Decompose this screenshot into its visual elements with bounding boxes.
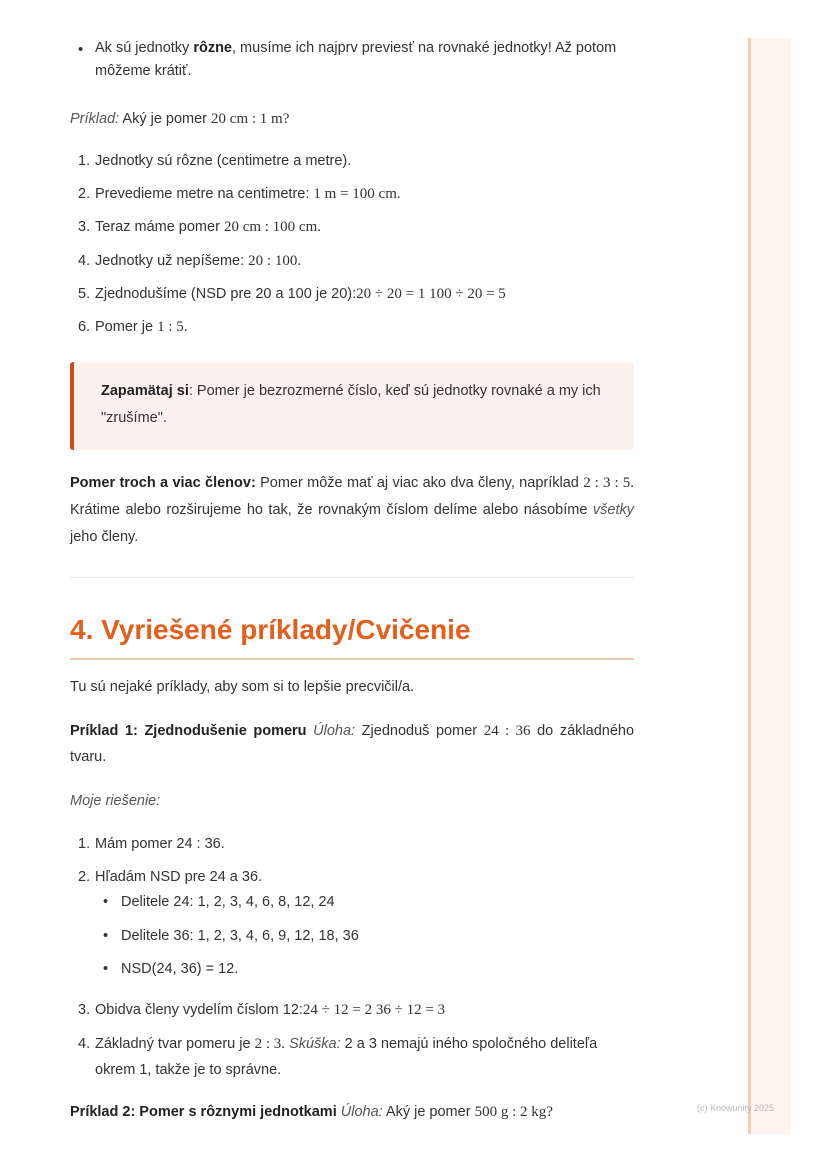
list-item (78, 148, 634, 174)
text: Aký je pomer (382, 1104, 475, 1120)
text: Jednotky už nepíšeme: (95, 253, 249, 269)
remember-callout (70, 362, 634, 450)
text: 2 a 3 nemajú iného spoločného deliteľa okrem 1, takže je to správne. (95, 1036, 598, 1078)
bullet-item: • Ak sú jednotky rôzne, musíme ich najprv previesť na rovnaké jednotky! Až potom môžeme krátiť. (78, 40, 617, 79)
list-item (78, 1031, 634, 1083)
list-item (78, 248, 634, 274)
math: 20 cm : 100 cm. (223, 219, 322, 235)
math: 20 cm : 1 m? (211, 111, 290, 127)
math: 1 : 5. (157, 319, 188, 335)
text: Krátime alebo rozširujeme ho tak, že rovnakým číslom delíme alebo násobíme (70, 502, 593, 518)
math: 20 : 100. (248, 253, 302, 269)
text: Pomer môže mať aj viac ako dva členy, napríklad (255, 475, 584, 491)
text: jeho členy. (70, 529, 139, 545)
text: Obidva členy vydelím číslom 12: (95, 1002, 303, 1018)
example-2 (70, 1099, 634, 1126)
list-item (78, 214, 634, 240)
number: 1. (78, 153, 91, 169)
number: 1. (78, 836, 91, 852)
example-intro (70, 106, 634, 133)
copyright-footer: (c) Knowunity 2025 (697, 1103, 775, 1113)
heading-underline (70, 658, 634, 660)
task-label: Úloha: (340, 1104, 383, 1120)
number: 2. (78, 186, 91, 202)
text: Jednotky sú rôzne (centimetre a metre). (95, 153, 352, 169)
label: Pomer troch a viac členov: (70, 475, 256, 491)
side-panel (748, 38, 791, 1134)
list-item (78, 181, 634, 207)
number: 5. (78, 286, 91, 302)
text: do základného tvaru. (70, 723, 635, 765)
callout-label: Zapamätaj si (101, 383, 189, 399)
emphasis: všetky (592, 502, 634, 518)
text: Zjednodušíme (NSD pre 20 a 100 je 20): (95, 286, 357, 302)
sub-list-item: • NSD(24, 36) = 12. (103, 961, 239, 977)
number: 4. (78, 253, 91, 269)
list-item (78, 281, 634, 307)
math: 1 m = 100 cm. (313, 186, 401, 202)
list-item (78, 314, 634, 340)
callout-text: : Pomer je bezrozmerné číslo, keď sú jednotky rovnaké a my ich "zrušíme". (101, 383, 601, 426)
multi-term-paragraph (70, 470, 634, 551)
text: NSD(24, 36) = 12. (121, 961, 239, 977)
math: 20 ÷ 20 = 1 100 ÷ 20 = 5 (356, 286, 506, 302)
text: Mám pomer (95, 836, 177, 852)
math: 500 g : 2 kg? (474, 1104, 553, 1120)
number: 4. (78, 1036, 91, 1052)
text: Zjednoduš pomer (355, 723, 484, 739)
example-1 (70, 718, 634, 770)
solution-label (70, 788, 634, 815)
text: Teraz máme pomer (95, 219, 224, 235)
sub-list-item: • Delitele 24: 1, 2, 3, 4, 6, 8, 12, 24 (103, 894, 335, 910)
label: Moje riešenie: (70, 793, 161, 809)
text: Delitele 36: 1, 2, 3, 4, 6, 9, 12, 18, 36 (121, 928, 359, 944)
text: Aký je pomer (119, 111, 212, 127)
number: 3. (78, 219, 91, 235)
text: , musíme ich najprv previesť na rovnaké jednotky! Až potom môžeme krátiť. (95, 40, 617, 79)
bold-text: rôzne (193, 40, 232, 56)
label: Príklad 2: Pomer s rôznymi jednotkami (70, 1104, 337, 1120)
math: 2 : 3 : 5. (583, 475, 635, 491)
list-item (78, 864, 634, 890)
list-item (78, 997, 634, 1023)
math: 24 ÷ 12 = 2 36 ÷ 12 = 3 (302, 1002, 446, 1018)
sub-list-item: • Delitele 36: 1, 2, 3, 4, 6, 9, 12, 18, 36 (103, 928, 359, 944)
label: Príklad: (70, 111, 120, 127)
task-label: Úloha: (313, 723, 356, 739)
math: 24 : 36 (483, 723, 531, 739)
text: Pomer je (95, 319, 158, 335)
divider (70, 577, 634, 578)
text: Základný tvar pomeru je (95, 1036, 255, 1052)
section-heading: 4. Vyriešené príklady/Cvičenie (70, 614, 471, 645)
number: 2. (78, 869, 91, 885)
number: 6. (78, 319, 91, 335)
emphasis: Skúška: (289, 1036, 341, 1052)
text: Delitele 24: 1, 2, 3, 4, 6, 8, 12, 24 (121, 894, 335, 910)
list-item (78, 831, 634, 857)
text: Ak sú jednotky (95, 40, 194, 56)
label: Príklad 1: Zjednodušenie pomeru (70, 723, 307, 739)
text: Prevedieme metre na centimetre: (95, 186, 314, 202)
section-intro: Tu sú nejaké príklady, aby som si to lepšie precvičil/a. (70, 679, 415, 695)
number: 3. (78, 1002, 91, 1018)
text: Hľadám NSD pre 24 a 36. (95, 869, 263, 885)
math: 2 : 3. (254, 1036, 285, 1052)
math: 24 : 36. (176, 836, 225, 852)
